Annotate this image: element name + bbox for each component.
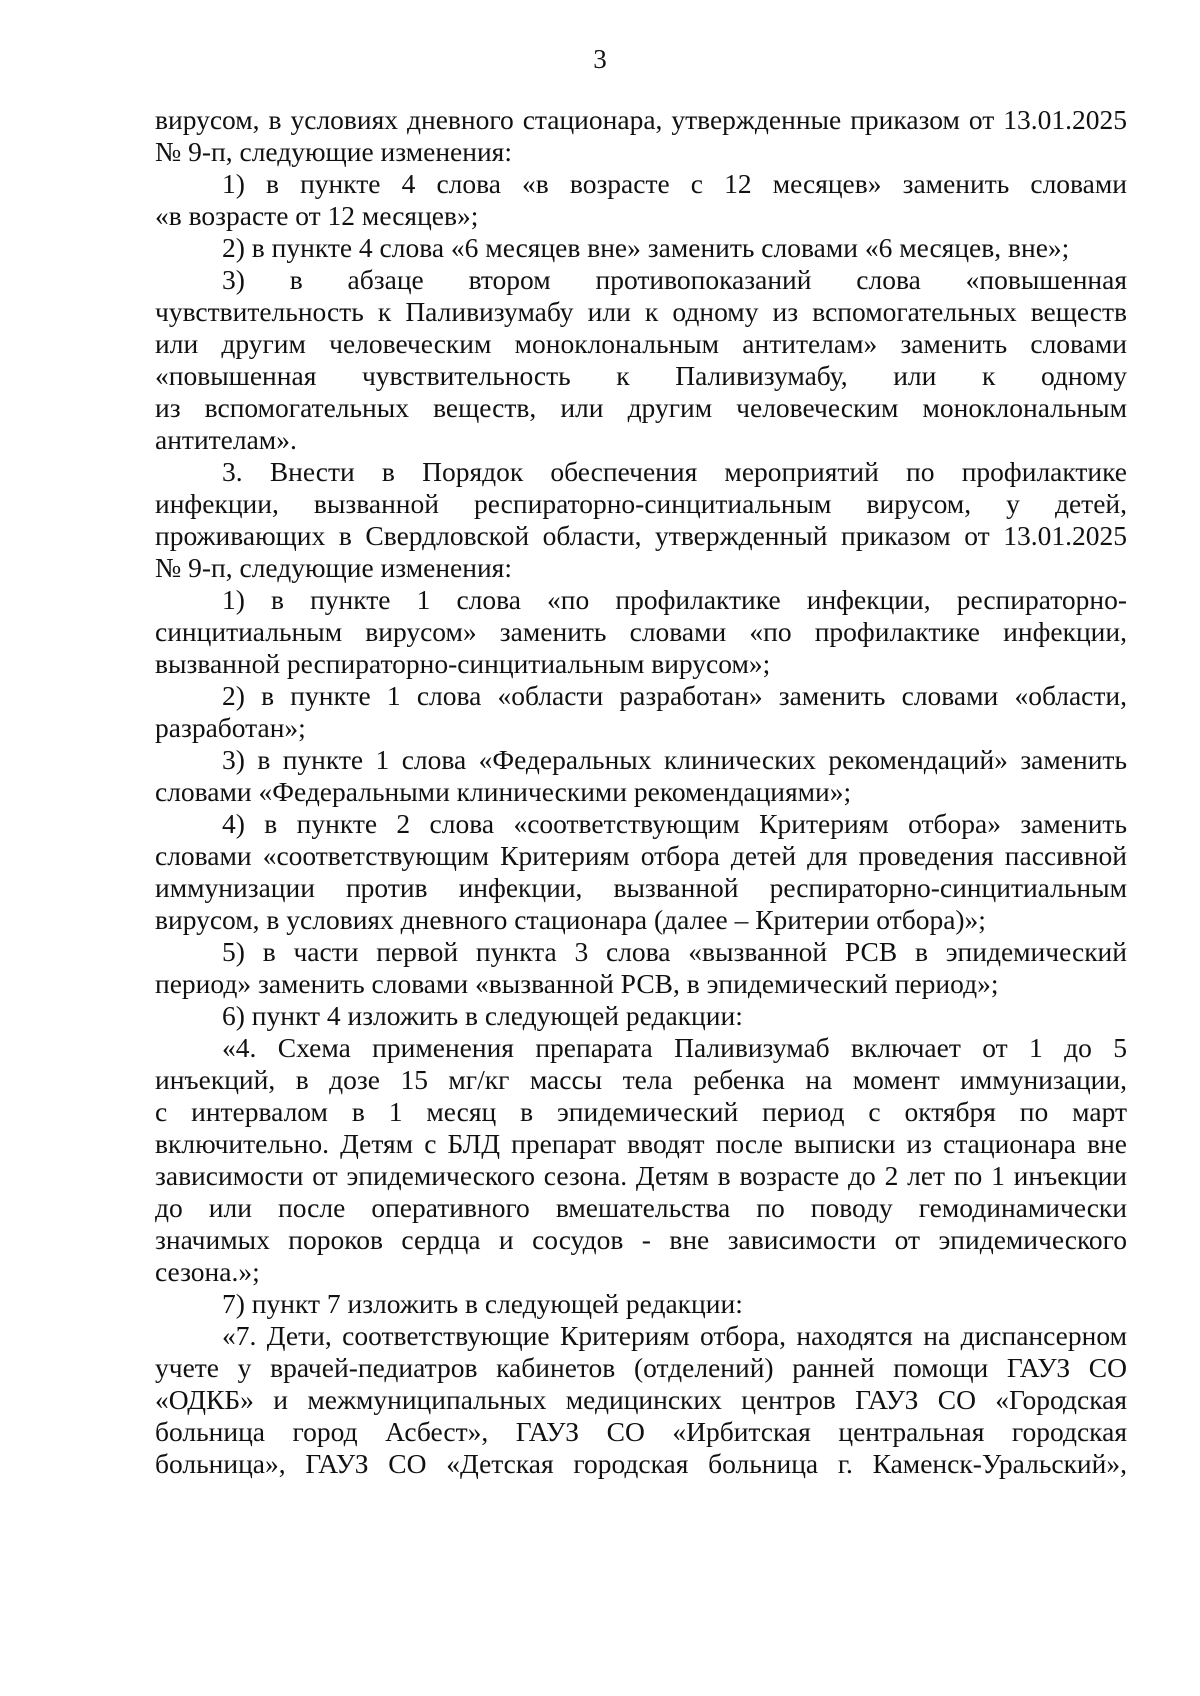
text-line: учете у врачей-педиатров кабинетов (отделений) ранней помощи ГАУЗ СО bbox=[155, 1352, 1127, 1383]
text-line: больница город Асбест», ГАУЗ СО «Ирбитская центральная городская bbox=[155, 1416, 1127, 1447]
text-line: «в возрасте от 12 месяцев»; bbox=[155, 200, 479, 231]
text-line: 1) в пункте 1 слова «по профилактике инфекции, респираторно- bbox=[222, 584, 1127, 615]
text-line: зависимости от эпидемического сезона. Детям в возрасте до 2 лет по 1 инъекции bbox=[155, 1160, 1127, 1191]
text-line: синцитиальным вирусом» заменить словами «по профилактике инфекции, bbox=[155, 616, 1127, 647]
text-line: иммунизации против инфекции, вызванной респираторно-синцитиальным bbox=[155, 872, 1127, 903]
text-line: проживающих в Свердловской области, утвержденный приказом от 13.01.2025 bbox=[155, 520, 1127, 551]
text-line: сезона.»; bbox=[155, 1256, 260, 1287]
text-line: с интервалом в 1 месяц в эпидемический период с октября по март bbox=[155, 1096, 1127, 1127]
text-line: инфекции, вызванной респираторно-синцитиальным вирусом, у детей, bbox=[155, 488, 1127, 519]
text-line: 6) пункт 4 изложить в следующей редакции: bbox=[222, 1000, 743, 1031]
text-line: 3) в абзаце втором противопоказаний слова «повышенная bbox=[222, 264, 1127, 295]
text-line: из вспомогательных веществ, или другим человеческим моноклональным bbox=[155, 392, 1127, 423]
page-number: 3 bbox=[593, 44, 607, 74]
text-line: 2) в пункте 4 слова «6 месяцев вне» заменить словами «6 месяцев, вне»; bbox=[222, 232, 1070, 263]
text-line: 5) в части первой пункта 3 слова «вызванной РСВ в эпидемический bbox=[222, 936, 1127, 967]
text-line: «повышенная чувствительность к Паливизумабу, или к одному bbox=[155, 360, 1127, 391]
text-line: значимых пороков сердца и сосудов - вне зависимости от эпидемического bbox=[155, 1224, 1127, 1255]
text-line: 2) в пункте 1 слова «области разработан» заменить словами «области, bbox=[222, 680, 1127, 711]
text-line: «ОДКБ» и межмуниципальных медицинских центров ГАУЗ СО «Городская bbox=[155, 1384, 1127, 1415]
text-line: разработан»; bbox=[155, 712, 306, 743]
text-line: 3) в пункте 1 слова «Федеральных клинических рекомендаций» заменить bbox=[222, 744, 1127, 775]
text-line: 4) в пункте 2 слова «соответствующим Критериям отбора» заменить bbox=[222, 808, 1127, 839]
text-line: № 9-п, следующие изменения: bbox=[155, 136, 512, 167]
text-line: включительно. Детям с БЛД препарат вводят после выписки из стационара вне bbox=[155, 1128, 1127, 1159]
text-line: словами «Федеральными клиническими рекомендациями»; bbox=[155, 776, 852, 807]
text-line: 7) пункт 7 изложить в следующей редакции: bbox=[222, 1288, 743, 1319]
document-body bbox=[155, 104, 1127, 1480]
text-line: период» заменить словами «вызванной РСВ, в эпидемический период»; bbox=[155, 968, 999, 999]
text-line: словами «соответствующим Критериям отбора детей для проведения пассивной bbox=[155, 840, 1127, 871]
text-line: 1) в пункте 4 слова «в возрасте с 12 месяцев» заменить словами bbox=[222, 168, 1127, 199]
text-line: антителам». bbox=[155, 424, 297, 455]
text-line: «7. Дети, соответствующие Критериям отбора, находятся на диспансерном bbox=[222, 1320, 1127, 1351]
text-line: 3. Внести в Порядок обеспечения мероприятий по профилактике bbox=[222, 456, 1127, 487]
text-line: до или после оперативного вмешательства по поводу гемодинамически bbox=[155, 1192, 1127, 1223]
text-line: «4. Схема применения препарата Паливизумаб включает от 1 до 5 bbox=[222, 1032, 1127, 1063]
text-line: инъекций, в дозе 15 мг/кг массы тела ребенка на момент иммунизации, bbox=[155, 1064, 1127, 1095]
text-line: больница», ГАУЗ СО «Детская городская больница г. Каменск-Уральский», bbox=[155, 1448, 1127, 1479]
text-line: вирусом, в условиях дневного стационара (далее – Критерии отбора)»; bbox=[155, 904, 986, 935]
text-line: вирусом, в условиях дневного стационара, утвержденные приказом от 13.01.2025 bbox=[155, 104, 1127, 135]
text-line: чувствительность к Паливизумабу или к одному из вспомогательных веществ bbox=[155, 296, 1127, 327]
text-line: вызванной респираторно-синцитиальным вирусом»; bbox=[155, 648, 771, 679]
text-line: или другим человеческим моноклональным антителам» заменить словами bbox=[155, 328, 1127, 359]
text-line: № 9-п, следующие изменения: bbox=[155, 552, 512, 583]
